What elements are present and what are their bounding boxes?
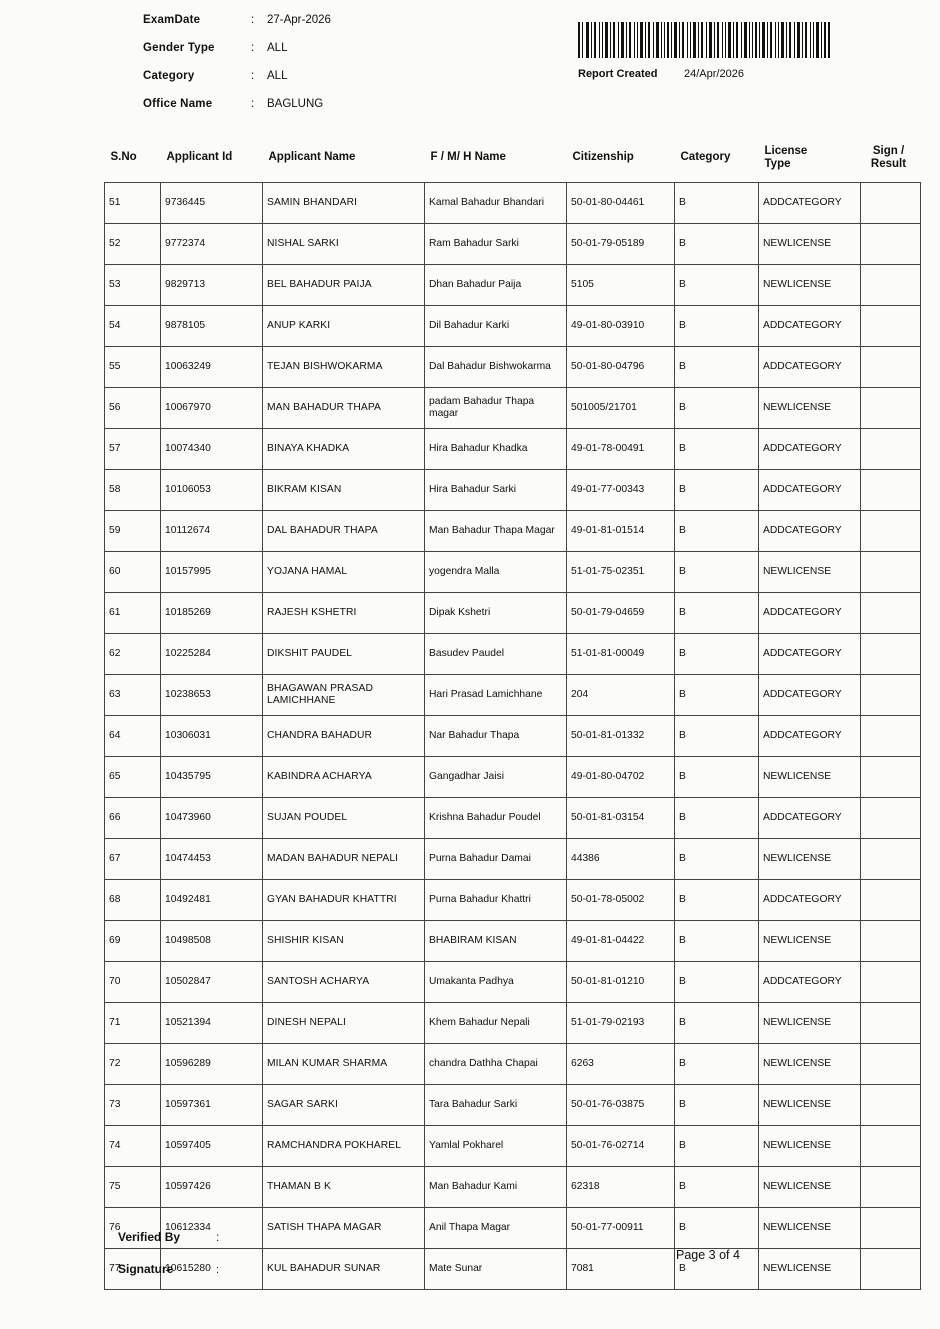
cell-sno: 53 [105,265,161,306]
column-header-fmhname: F / M/ H Name [425,134,567,183]
cell-fmh-name: Hira Bahadur Sarki [425,470,567,511]
cell-applicant-id: 10238653 [161,675,263,716]
cell-sign-result [861,798,921,839]
cell-applicant-name: SATISH THAPA MAGAR [263,1208,425,1249]
cell-applicant-id: 10225284 [161,634,263,675]
cell-license-type: ADDCATEGORY [759,511,861,552]
cell-fmh-name: Basudev Paudel [425,634,567,675]
cell-applicant-name: NISHAL SARKI [263,224,425,265]
cell-license-type: NEWLICENSE [759,224,861,265]
table-row [105,880,921,921]
meta-label-officename: Office Name [143,98,213,110]
meta-row-examdate [143,14,523,42]
cell-applicant-id: 9772374 [161,224,263,265]
license-head-line1: License [764,144,808,157]
cell-license-type: NEWLICENSE [759,1126,861,1167]
cell-sno: 56 [105,388,161,429]
table-row [105,798,921,839]
cell-sno: 60 [105,552,161,593]
table-row [105,347,921,388]
cell-applicant-name: BEL BAHADUR PAIJA [263,265,425,306]
cell-fmh-name: Kamal Bahadur Bhandari [425,183,567,224]
cell-category: B [675,798,759,839]
verified-by-label: Verified By [118,1230,181,1244]
cell-fmh-name: Dil Bahadur Karki [425,306,567,347]
cell-sign-result [861,962,921,1003]
table-row [105,1044,921,1085]
cell-applicant-name: KUL BAHADUR SUNAR [263,1249,425,1290]
cell-fmh-name: Krishna Bahadur Poudel [425,798,567,839]
cell-applicant-name: MADAN BAHADUR NEPALI [263,839,425,880]
cell-citizenship: 50-01-76-03875 [567,1085,675,1126]
cell-citizenship: 49-01-80-04702 [567,757,675,798]
table-row [105,634,921,675]
cell-sign-result [861,470,921,511]
cell-fmh-name: Ram Bahadur Sarki [425,224,567,265]
cell-applicant-id: 10067970 [161,388,263,429]
cell-category: B [675,634,759,675]
cell-applicant-id: 10596289 [161,1044,263,1085]
cell-citizenship: 50-01-79-05189 [567,224,675,265]
table-row [105,593,921,634]
table-row [105,1085,921,1126]
cell-sno: 65 [105,757,161,798]
cell-license-type: NEWLICENSE [759,265,861,306]
cell-category: B [675,1044,759,1085]
cell-sign-result [861,634,921,675]
cell-category: B [675,921,759,962]
barcode-icon [578,22,830,58]
barcode [578,22,830,62]
cell-category: B [675,1208,759,1249]
report-created-label: Report Created [578,68,658,80]
signature-label: Signature [118,1262,174,1276]
cell-applicant-id: 10074340 [161,429,263,470]
cell-sign-result [861,388,921,429]
verified-by-colon: : [216,1230,220,1244]
cell-sno: 75 [105,1167,161,1208]
cell-applicant-id: 10063249 [161,347,263,388]
cell-citizenship: 6263 [567,1044,675,1085]
cell-license-type: NEWLICENSE [759,1167,861,1208]
cell-fmh-name: Purna Bahadur Khattri [425,880,567,921]
cell-applicant-id: 10615280 [161,1249,263,1290]
cell-applicant-name: THAMAN B K [263,1167,425,1208]
column-header-licensetype [759,134,861,183]
cell-category: B [675,183,759,224]
cell-applicant-name: TEJAN BISHWOKARMA [263,347,425,388]
cell-license-type: NEWLICENSE [759,921,861,962]
meta-row-officename [143,98,523,126]
cell-sno: 71 [105,1003,161,1044]
meta-label-category: Category [143,70,195,82]
meta-row-gendertype [143,42,523,70]
table-row [105,839,921,880]
cell-citizenship: 50-01-81-01332 [567,716,675,757]
cell-sno: 62 [105,634,161,675]
table-row [105,1126,921,1167]
table-row [105,1003,921,1044]
cell-fmh-name: Hari Prasad Lamichhane [425,675,567,716]
cell-sno: 52 [105,224,161,265]
table-row [105,675,921,716]
cell-category: B [675,1126,759,1167]
table-row [105,716,921,757]
cell-fmh-name: Khem Bahadur Nepali [425,1003,567,1044]
table-row [105,265,921,306]
cell-sno: 64 [105,716,161,757]
meta-colon: : [251,14,255,26]
cell-sign-result [861,1044,921,1085]
sign-head-line2: Result [870,158,907,170]
cell-sign-result [861,921,921,962]
cell-applicant-id: 9878105 [161,306,263,347]
cell-sno: 58 [105,470,161,511]
table-row [105,552,921,593]
cell-citizenship: 49-01-78-00491 [567,429,675,470]
cell-citizenship: 51-01-79-02193 [567,1003,675,1044]
table-row [105,306,921,347]
cell-license-type: NEWLICENSE [759,552,861,593]
table-row [105,962,921,1003]
cell-category: B [675,1167,759,1208]
cell-applicant-name: SANTOSH ACHARYA [263,962,425,1003]
cell-license-type: ADDCATEGORY [759,347,861,388]
cell-sign-result [861,880,921,921]
cell-sign-result [861,839,921,880]
meta-value-gendertype: ALL [267,42,288,54]
cell-category: B [675,306,759,347]
cell-license-type: ADDCATEGORY [759,798,861,839]
cell-applicant-id: 10474453 [161,839,263,880]
cell-applicant-name: SUJAN POUDEL [263,798,425,839]
cell-applicant-id: 10306031 [161,716,263,757]
cell-category: B [675,675,759,716]
column-header-signresult [861,134,921,183]
cell-sign-result [861,1126,921,1167]
cell-citizenship: 44386 [567,839,675,880]
cell-citizenship: 50-01-79-04659 [567,593,675,634]
cell-applicant-id: 10498508 [161,921,263,962]
cell-citizenship: 50-01-81-03154 [567,798,675,839]
cell-applicant-id: 10502847 [161,962,263,1003]
cell-fmh-name: Man Bahadur Kami [425,1167,567,1208]
cell-sno: 67 [105,839,161,880]
cell-citizenship: 50-01-81-01210 [567,962,675,1003]
cell-license-type: NEWLICENSE [759,388,861,429]
cell-license-type: NEWLICENSE [759,1249,861,1290]
cell-sign-result [861,1085,921,1126]
cell-citizenship: 204 [567,675,675,716]
cell-sign-result [861,552,921,593]
cell-citizenship: 50-01-76-02714 [567,1126,675,1167]
cell-category: B [675,429,759,470]
cell-license-type: NEWLICENSE [759,1208,861,1249]
cell-fmh-name: Hira Bahadur Khadka [425,429,567,470]
applicants-table [104,134,921,1290]
column-header-citizenship: Citizenship [567,134,675,183]
cell-license-type: ADDCATEGORY [759,470,861,511]
table-body [105,183,921,1290]
cell-license-type: ADDCATEGORY [759,306,861,347]
cell-citizenship: 49-01-77-00343 [567,470,675,511]
report-meta-fields [143,14,523,126]
cell-applicant-id: 10473960 [161,798,263,839]
cell-sign-result [861,757,921,798]
cell-sno: 68 [105,880,161,921]
meta-value-examdate: 27-Apr-2026 [267,14,331,26]
cell-citizenship: 50-01-77-00911 [567,1208,675,1249]
cell-license-type: ADDCATEGORY [759,593,861,634]
meta-value-officename: BAGLUNG [267,98,324,110]
cell-sign-result [861,429,921,470]
cell-license-type: NEWLICENSE [759,1044,861,1085]
cell-applicant-name: MAN BAHADUR THAPA [263,388,425,429]
signature-colon: : [216,1264,220,1276]
cell-applicant-name: SHISHIR KISAN [263,921,425,962]
cell-applicant-name: YOJANA HAMAL [263,552,425,593]
meta-row-category [143,70,523,98]
cell-fmh-name: Dhan Bahadur Paija [425,265,567,306]
cell-citizenship: 501005/21701 [567,388,675,429]
cell-citizenship: 62318 [567,1167,675,1208]
cell-sign-result [861,183,921,224]
cell-category: B [675,716,759,757]
cell-applicant-id: 9736445 [161,183,263,224]
cell-citizenship: 51-01-81-00049 [567,634,675,675]
report-created-value: 24/Apr/2026 [684,68,744,80]
cell-applicant-id: 10597361 [161,1085,263,1126]
meta-label-gendertype: Gender Type [143,42,215,54]
cell-sign-result [861,511,921,552]
cell-applicant-name: DIKSHIT PAUDEL [263,634,425,675]
cell-sno: 55 [105,347,161,388]
cell-applicant-name: CHANDRA BAHADUR [263,716,425,757]
cell-license-type: ADDCATEGORY [759,429,861,470]
cell-license-type: ADDCATEGORY [759,716,861,757]
cell-license-type: NEWLICENSE [759,1085,861,1126]
cell-sno: 57 [105,429,161,470]
cell-applicant-name: RAJESH KSHETRI [263,593,425,634]
cell-category: B [675,511,759,552]
cell-applicant-id: 9829713 [161,265,263,306]
cell-category: B [675,839,759,880]
cell-license-type: NEWLICENSE [759,839,861,880]
applicants-table-wrap [104,134,907,1290]
cell-applicant-name: GYAN BAHADUR KHATTRI [263,880,425,921]
cell-sno: 72 [105,1044,161,1085]
cell-category: B [675,470,759,511]
cell-applicant-id: 10185269 [161,593,263,634]
cell-fmh-name: Dal Bahadur Bishwokarma [425,347,567,388]
cell-category: B [675,224,759,265]
cell-category: B [675,880,759,921]
cell-fmh-name: Purna Bahadur Damai [425,839,567,880]
cell-applicant-name: MILAN KUMAR SHARMA [263,1044,425,1085]
column-header-sno: S.No [105,134,161,183]
cell-fmh-name: Yamlal Pokharel [425,1126,567,1167]
meta-value-category: ALL [267,70,288,82]
cell-citizenship: 49-01-81-04422 [567,921,675,962]
cell-fmh-name: Dipak Kshetri [425,593,567,634]
table-row [105,511,921,552]
cell-license-type: NEWLICENSE [759,1003,861,1044]
cell-sign-result [861,593,921,634]
sign-head-line1: Sign / [872,144,905,157]
cell-license-type: ADDCATEGORY [759,183,861,224]
cell-fmh-name: Anil Thapa Magar [425,1208,567,1249]
cell-sign-result [861,716,921,757]
table-row [105,470,921,511]
table-row [105,921,921,962]
cell-applicant-id: 10612334 [161,1208,263,1249]
table-header-row [105,134,921,183]
page-number: Page 3 of 4 [676,1248,740,1262]
cell-license-type: NEWLICENSE [759,757,861,798]
cell-applicant-name: ANUP KARKI [263,306,425,347]
meta-colon: : [251,98,255,110]
cell-fmh-name: padam Bahadur Thapa magar [425,388,567,429]
cell-license-type: ADDCATEGORY [759,962,861,1003]
cell-applicant-name: SAGAR SARKI [263,1085,425,1126]
cell-sno: 66 [105,798,161,839]
meta-colon: : [251,42,255,54]
license-head-line2: Type [764,158,791,170]
table-row [105,183,921,224]
cell-citizenship: 50-01-80-04796 [567,347,675,388]
cell-category: B [675,1249,759,1290]
cell-category: B [675,757,759,798]
cell-sno: 51 [105,183,161,224]
cell-fmh-name: Nar Bahadur Thapa [425,716,567,757]
table-row [105,757,921,798]
table-row [105,1167,921,1208]
cell-applicant-name: DAL BAHADUR THAPA [263,511,425,552]
cell-category: B [675,1003,759,1044]
meta-colon: : [251,70,255,82]
cell-citizenship: 50-01-80-04461 [567,183,675,224]
cell-sign-result [861,265,921,306]
cell-category: B [675,552,759,593]
cell-sign-result [861,1167,921,1208]
cell-category: B [675,347,759,388]
table-head [105,134,921,183]
cell-sno: 70 [105,962,161,1003]
column-header-applicantid: Applicant Id [161,134,263,183]
cell-license-type: ADDCATEGORY [759,880,861,921]
cell-applicant-id: 10597405 [161,1126,263,1167]
report-footer [0,1218,940,1298]
cell-sno: 77 [105,1249,161,1290]
cell-citizenship: 49-01-80-03910 [567,306,675,347]
cell-sno: 54 [105,306,161,347]
cell-applicant-name: DINESH NEPALI [263,1003,425,1044]
column-header-applicantname: Applicant Name [263,134,425,183]
cell-sno: 69 [105,921,161,962]
cell-applicant-id: 10521394 [161,1003,263,1044]
cell-applicant-id: 10435795 [161,757,263,798]
cell-category: B [675,265,759,306]
cell-applicant-name: BHAGAWAN PRASAD LAMICHHANE [263,675,425,716]
cell-sign-result [861,224,921,265]
cell-license-type: ADDCATEGORY [759,675,861,716]
cell-fmh-name: Umakanta Padhya [425,962,567,1003]
cell-sno: 76 [105,1208,161,1249]
meta-label-examdate: ExamDate [143,14,201,26]
cell-sign-result [861,1003,921,1044]
cell-fmh-name: chandra Dathha Chapai [425,1044,567,1085]
cell-sign-result [861,306,921,347]
cell-citizenship: 7081 [567,1249,675,1290]
cell-applicant-id: 10106053 [161,470,263,511]
cell-sno: 63 [105,675,161,716]
cell-fmh-name: yogendra Malla [425,552,567,593]
cell-sno: 73 [105,1085,161,1126]
cell-category: B [675,388,759,429]
cell-fmh-name: Gangadhar Jaisi [425,757,567,798]
cell-sign-result [861,347,921,388]
cell-sno: 74 [105,1126,161,1167]
cell-sno: 61 [105,593,161,634]
cell-applicant-id: 10157995 [161,552,263,593]
cell-applicant-name: BINAYA KHADKA [263,429,425,470]
cell-category: B [675,962,759,1003]
cell-applicant-id: 10492481 [161,880,263,921]
cell-sign-result [861,675,921,716]
cell-citizenship: 5105 [567,265,675,306]
cell-fmh-name: Man Bahadur Thapa Magar [425,511,567,552]
cell-applicant-id: 10112674 [161,511,263,552]
cell-applicant-name: KABINDRA ACHARYA [263,757,425,798]
table-row [105,429,921,470]
table-row [105,388,921,429]
cell-fmh-name: Mate Sunar [425,1249,567,1290]
cell-license-type: ADDCATEGORY [759,634,861,675]
cell-citizenship: 50-01-78-05002 [567,880,675,921]
table-row [105,224,921,265]
cell-citizenship: 51-01-75-02351 [567,552,675,593]
cell-applicant-id: 10597426 [161,1167,263,1208]
cell-applicant-name: RAMCHANDRA POKHAREL [263,1126,425,1167]
column-header-category: Category [675,134,759,183]
report-header [0,8,940,128]
cell-applicant-name: BIKRAM KISAN [263,470,425,511]
cell-fmh-name: Tara Bahadur Sarki [425,1085,567,1126]
cell-citizenship: 49-01-81-01514 [567,511,675,552]
cell-fmh-name: BHABIRAM KISAN [425,921,567,962]
cell-category: B [675,593,759,634]
cell-sno: 59 [105,511,161,552]
cell-applicant-name: SAMIN BHANDARI [263,183,425,224]
cell-category: B [675,1085,759,1126]
